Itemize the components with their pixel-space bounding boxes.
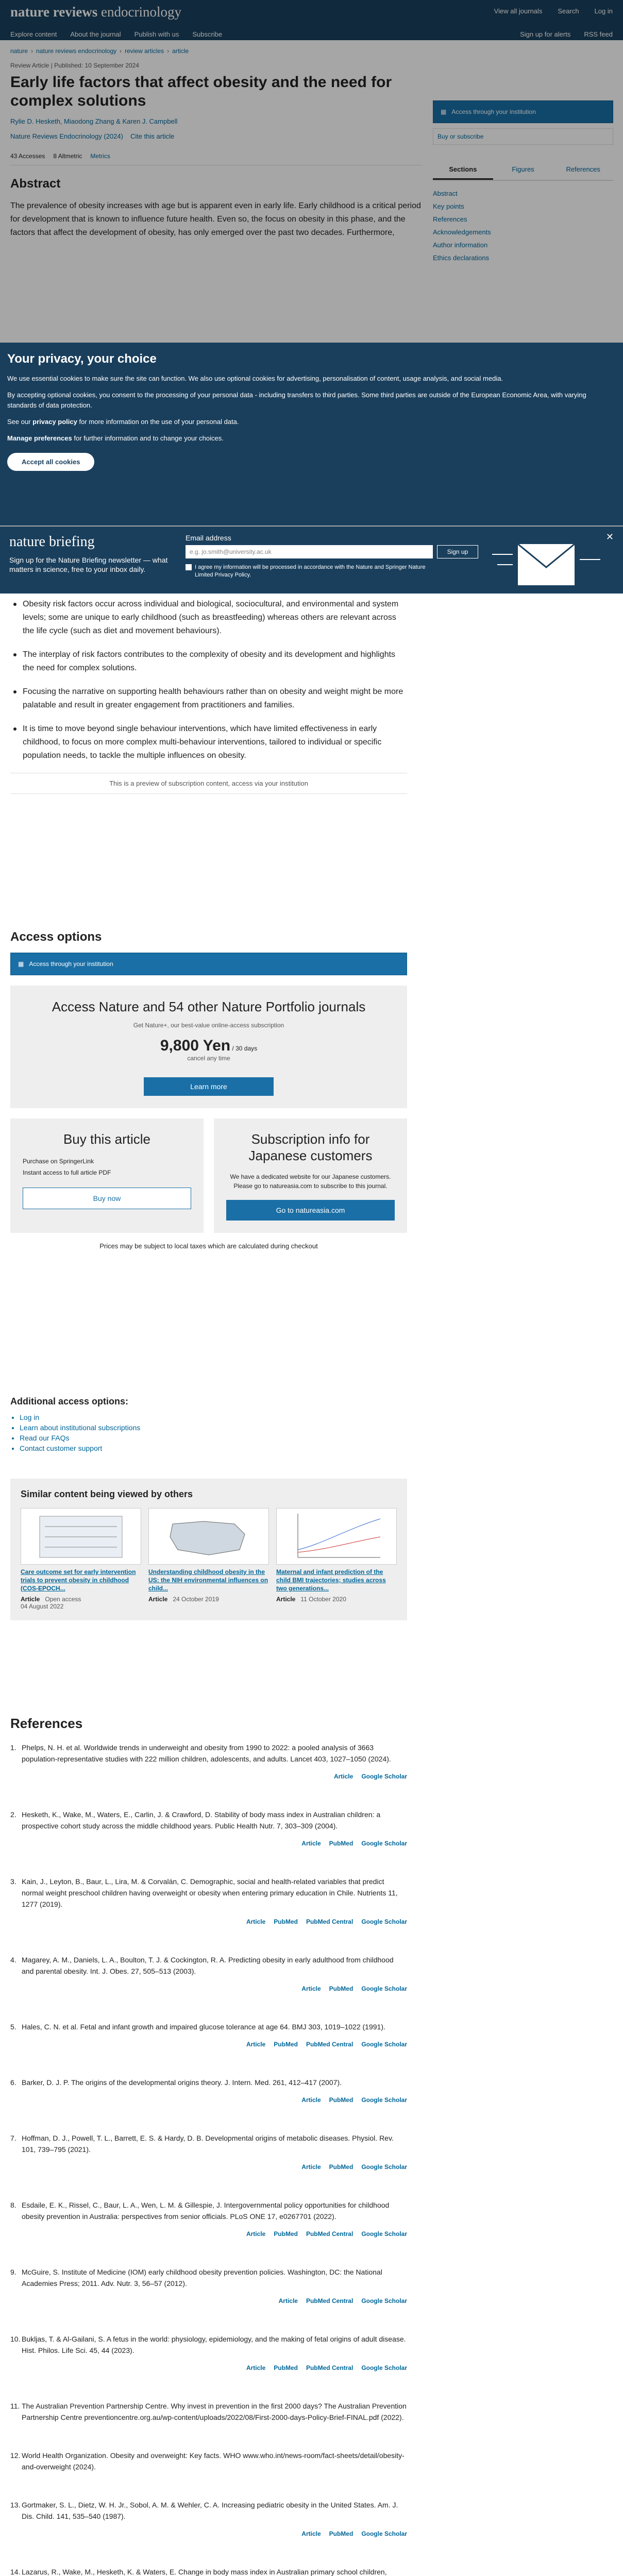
reference-item: [10, 1954, 407, 1994]
reference-link[interactable]: Google Scholar: [361, 2163, 407, 2171]
reference-item: [10, 2266, 407, 2307]
buy-item: Instant access to full article PDF: [23, 1169, 111, 1176]
reference-number: 9.: [10, 2268, 16, 2276]
view-all-journals-link[interactable]: View all journals: [494, 7, 543, 15]
natureasia-button[interactable]: Go to natureasia.com: [226, 1200, 395, 1221]
reference-link[interactable]: Article: [301, 2163, 321, 2171]
search-link[interactable]: Search: [558, 7, 579, 15]
reference-link[interactable]: Article: [333, 1773, 353, 1780]
cookie-consent-banner: [0, 343, 623, 526]
reference-links: [22, 2161, 407, 2173]
key-point: Focusing the narrative on supporting health behaviours rather than on obesity and weight might be more palatable and result in greater engagement from practitioners and families.: [10, 685, 407, 712]
reference-links: [22, 2295, 407, 2307]
briefing-logo: nature briefing: [9, 534, 95, 550]
reference-text: Magarey, A. M., Daniels, L. A., Boulton, T. J. & Cockington, R. A. Predicting obesity in early adulthood from childhood and parental obesity. Int. J. Obes. 27, 505–513 (2003).: [22, 1956, 394, 1975]
reference-links: [22, 1771, 407, 1782]
cookie-text: Manage preferences for further information and to change your choices.: [7, 434, 224, 442]
reference-link[interactable]: Google Scholar: [361, 2530, 407, 2537]
nature-plus-title: Access Nature and 54 other Nature Portfolio journals: [52, 999, 366, 1014]
altmetric-count: 8 Altmetric: [53, 152, 82, 160]
reference-link[interactable]: Article: [301, 2530, 321, 2537]
privacy-agree: I agree my information will be processed in accordance with the Nature and Springer Nature Limited Privacy Policy.: [186, 564, 433, 579]
reference-links: [22, 1916, 407, 1927]
japan-subscription-box: [214, 1118, 407, 1233]
reference-text: Gortmaker, S. L., Dietz, W. H. Jr., Sobol, A. M. & Wehler, C. A. Increasing pediatric obesity in the United States. Am. J. Dis. Child. 141, 535–540 (1987).: [22, 2501, 398, 2520]
reference-text: Kain, J., Leyton, B., Baur, L., Lira, M. & Corvalán, C. Demographic, social and health-related variables that predict normal weight preschool children having overweight or obesity when entering primary education in Chile. Nutrients 11, 1277 (2019).: [22, 1877, 398, 1908]
references-title: References: [10, 1716, 83, 1731]
japan-title: Subscription info for Japanese customers: [248, 1131, 373, 1163]
reference-link[interactable]: Article: [246, 2364, 266, 2371]
reference-link[interactable]: Article: [246, 2041, 266, 2048]
reference-link[interactable]: PubMed Central: [306, 2230, 353, 2238]
reference-item: [10, 1809, 407, 1849]
reference-links: [22, 2362, 407, 2374]
cancel-note: cancel any time: [187, 1055, 230, 1062]
reference-links: [22, 1983, 407, 1994]
reference-item: [10, 1742, 407, 1782]
newsletter-banner: [0, 527, 623, 594]
reference-link[interactable]: Google Scholar: [361, 1985, 407, 1992]
reference-link[interactable]: Article: [301, 2096, 321, 2104]
buy-now-button[interactable]: Buy now: [23, 1188, 191, 1209]
tab-references[interactable]: References: [566, 165, 600, 173]
reference-number: 2.: [10, 1810, 16, 1819]
reference-item: [10, 2199, 407, 2240]
reference-link[interactable]: PubMed Central: [306, 1918, 353, 1925]
reference-link[interactable]: Article: [246, 1918, 266, 1925]
similar-card[interactable]: Maternal and infant prediction of the child BMI trajectories; studies across two generations... Article 11 October 2020: [276, 1508, 397, 1610]
access-options-title: Access options: [10, 930, 102, 944]
reference-text: Lazarus, R., Wake, M., Hesketh, K. & Waters, E. Change in body mass index in Australian primary school children,: [22, 2568, 387, 2576]
tab-figures[interactable]: Figures: [512, 165, 534, 173]
key-point: The interplay of risk factors contributes to the complexity of obesity and its development and highlights the need for complex solutions.: [10, 648, 407, 675]
reference-item: [10, 1876, 407, 1927]
reference-link[interactable]: PubMed: [329, 2096, 353, 2104]
reference-link[interactable]: PubMed Central: [306, 2297, 353, 2304]
reference-list: [10, 1742, 407, 2576]
journal-logo[interactable]: nature reviews endocrinology: [10, 4, 181, 20]
reference-number: 14.: [10, 2568, 21, 2576]
references-section: [10, 1716, 407, 2576]
reference-number: 6.: [10, 2078, 16, 2087]
reference-item: [10, 2499, 407, 2539]
login-link[interactable]: Log in: [594, 7, 613, 15]
similar-title: Similar content being viewed by others: [21, 1489, 193, 1499]
purchase-options: [10, 1118, 407, 1233]
preview-note: This is a preview of subscription content, access via your institution: [10, 773, 407, 794]
reference-text: Hales, C. N. et al. Fetal and infant growth and impaired glucose tolerance at age 64. BMJ 303, 1019–1022 (1991).: [22, 2023, 385, 2031]
tab-sections[interactable]: Sections: [433, 160, 493, 180]
reference-link[interactable]: PubMed: [329, 1840, 353, 1847]
reference-link[interactable]: Article: [301, 1840, 321, 1847]
reference-text: The Australian Prevention Partnership Centre. Why invest in prevention in the first 2000 days? The Australian Prevention Partnership Centre preventioncentre.org.au/wp-content/uploads/2022/08/First-2000-days-Policy-Brief-FINAL.pdf (2022).: [22, 2402, 407, 2421]
key-point: Obesity risk factors occur across individual and biological, sociocultural, and environmental and system levels; some are unique to early childhood (such as breastfeeding) whereas others are relevant across the life cycle (such as diet and movement behaviours).: [10, 598, 407, 638]
section-link[interactable]: References: [433, 215, 467, 223]
buy-article-box: [10, 1118, 204, 1233]
additional-access: [10, 1396, 407, 1453]
section-link[interactable]: Key points: [433, 202, 464, 210]
reference-text: World Health Organization. Obesity and overweight: Key facts. WHO www.who.int/news-room/fact-sheets/detail/obesity-and-overweight (2024).: [22, 2451, 405, 2471]
access-options: [10, 930, 407, 1250]
reference-link[interactable]: Google Scholar: [361, 2297, 407, 2304]
similar-thumbnail: [21, 1508, 141, 1565]
similar-title-link[interactable]: Care outcome set for early intervention trials to prevent obesity in childhood (COS-EPOCH...: [21, 1568, 136, 1592]
nav-publish[interactable]: Publish with us: [134, 30, 179, 38]
reference-text: McGuire, S. Institute of Medicine (IOM) early childhood obesity prevention policies. Washington, DC: the National Academies Press; 2011. Adv. Nutr. 3, 56–57 (2012).: [22, 2268, 382, 2287]
breadcrumb-item: article: [172, 47, 189, 55]
additional-link[interactable]: • Log in: [20, 1412, 407, 1422]
reference-number: 13.: [10, 2501, 21, 2509]
cookie-text: We use essential cookies to make sure the site can function. We also use optional cookies for advertising, personalisation of content, usage analysis, and social media.: [7, 375, 503, 382]
briefing-description: Sign up for the Nature Briefing newsletter — what matters in science, free to your inbox daily.: [9, 556, 168, 573]
reference-link[interactable]: Google Scholar: [361, 2230, 407, 2238]
similar-card[interactable]: Care outcome set for early intervention trials to prevent obesity in childhood (COS-EPOCH... Article Open access 04 August 2022: [21, 1508, 141, 1610]
manage-preferences-link[interactable]: Manage preferences: [7, 434, 72, 442]
section-link[interactable]: Acknowledgements: [433, 228, 491, 236]
reference-link[interactable]: PubMed: [274, 2230, 298, 2238]
nav-explore-content[interactable]: Explore content: [10, 30, 57, 38]
sidebar-access-button[interactable]: ▦ Access through your institution: [433, 100, 613, 123]
reference-number: 10.: [10, 2335, 21, 2343]
agree-checkbox[interactable]: [186, 564, 192, 570]
reference-number: 3.: [10, 1877, 16, 1886]
reference-links: [22, 2094, 407, 2106]
nav-alerts[interactable]: Sign up for alerts: [520, 30, 571, 38]
reference-number: 11.: [10, 2402, 20, 2410]
author-list[interactable]: Rylie D. Hesketh, Miaodong Zhang & Karen J. Campbell: [10, 117, 178, 125]
similar-card[interactable]: Understanding childhood obesity in the US: the NIH environmental influences on child... Article 24 October 2019: [148, 1508, 269, 1610]
reference-text: Hoffman, D. J., Powell, T. L., Barrett, E. S. & Hardy, D. B. Developmental origins of metabolic diseases. Physiol. Rev. 101, 739–795 (2021).: [22, 2134, 394, 2154]
reference-link[interactable]: PubMed: [329, 2163, 353, 2171]
reference-link[interactable]: Google Scholar: [361, 2041, 407, 2048]
email-input[interactable]: e.g. jo.smith@university.ac.uk: [186, 545, 433, 558]
institution-icon: ▦: [18, 960, 24, 968]
similar-title-link[interactable]: Understanding childhood obesity in the US: the NIH environmental influences on child...: [148, 1568, 268, 1592]
reference-link[interactable]: Google Scholar: [361, 2364, 407, 2371]
cookie-text: By accepting optional cookies, you consent to the processing of your personal data - including transfers to third parties. Some third parties are outside of the European Economic Area, with varying standards of data protection.: [7, 391, 586, 409]
abstract-heading: Abstract: [10, 177, 61, 191]
prices-note: Prices may be subject to local taxes which are calculated during checkout: [99, 1242, 318, 1250]
cite-link[interactable]: Cite this article: [130, 132, 175, 140]
nav-subscribe[interactable]: Subscribe: [192, 30, 223, 38]
nav-rss[interactable]: RSS feed: [584, 30, 613, 38]
article-title: Early life factors that affect obesity and the need for complex solutions: [10, 74, 392, 109]
section-link[interactable]: Ethics declarations: [433, 254, 490, 262]
reference-link[interactable]: Google Scholar: [361, 1773, 407, 1780]
reference-item: [10, 2132, 407, 2173]
section-link[interactable]: Abstract: [433, 190, 458, 197]
key-point: It is time to move beyond single behaviour interventions, which have limited effectiveness in early childhood, to focus on more complex multi-behaviour interventions, tailored to individual or specific population needs, to tackle the multiple influences on obesity.: [10, 722, 407, 762]
institution-icon: ▦: [441, 108, 447, 115]
additional-access-title: Additional access options:: [10, 1396, 129, 1406]
privacy-policy-link[interactable]: privacy policy: [32, 418, 77, 426]
reference-number: 8.: [10, 2201, 16, 2209]
key-points: [10, 598, 407, 794]
reference-links: [22, 2228, 407, 2240]
section-link[interactable]: Author information: [433, 241, 488, 249]
breadcrumb-item[interactable]: review articles: [125, 47, 164, 55]
reference-link[interactable]: Article: [246, 2230, 266, 2238]
reference-item: [10, 2077, 407, 2106]
reference-link[interactable]: Article: [301, 1985, 321, 1992]
price: 9,800 Yen / 30 days: [160, 1037, 258, 1054]
similar-thumbnail: [148, 1508, 269, 1565]
reference-number: 12.: [10, 2451, 21, 2460]
similar-title-link[interactable]: Maternal and infant prediction of the child BMI trajectories; studies across two generations...: [276, 1568, 386, 1592]
reference-number: 1.: [10, 1743, 16, 1752]
reference-text: Barker, D. J. P. The origins of the developmental origins theory. J. Intern. Med. 261, 412–417 (2007).: [22, 2078, 342, 2087]
reference-link[interactable]: PubMed Central: [306, 2041, 353, 2048]
reference-links: [22, 2528, 407, 2539]
nav-about-journal[interactable]: About the journal: [70, 30, 121, 38]
article-type-date: Review Article | Published: 10 September 2024: [10, 62, 139, 69]
nature-plus-box: [10, 986, 407, 1108]
institution-access-button[interactable]: ▦ Access through your institution: [10, 953, 407, 975]
reference-link[interactable]: PubMed: [274, 2041, 298, 2048]
reference-number: 4.: [10, 1956, 16, 1964]
reference-link[interactable]: Article: [278, 2297, 298, 2304]
buy-subscribe-link[interactable]: Buy or subscribe: [433, 128, 613, 145]
reference-link[interactable]: PubMed: [274, 1918, 298, 1925]
abstract-text: The prevalence of obesity increases with age but is apparent even in early life. Early childhood is a critical period for development that is known to influence future health. Even so, the focus on obesity in this phase, and the factors that affect the development of obesity, has only emerged over the past two decades. Furthermore,: [10, 201, 421, 237]
signup-button[interactable]: Sign up: [437, 545, 478, 558]
reference-item: [10, 2450, 407, 2472]
reference-link[interactable]: PubMed: [329, 1985, 353, 1992]
breadcrumb: nature › nature reviews endocrinology › review articles › article: [10, 47, 189, 55]
reference-number: 7.: [10, 2134, 16, 2142]
breadcrumb-item[interactable]: nature reviews endocrinology: [36, 47, 117, 55]
reference-text: Esdaile, E. K., Rissel, C., Baur, L. A., Wen, L. M. & Gillespie, J. Intergovernmental policy opportunities for childhood obesity prevention in Australia: perspectives from senior officials. PLoS ONE 17, e0267701 (2022).: [22, 2201, 390, 2221]
close-icon[interactable]: ✕: [605, 532, 614, 542]
reference-item: [10, 2333, 407, 2374]
reference-link[interactable]: Google Scholar: [361, 1840, 407, 1847]
breadcrumb-item[interactable]: nature: [10, 47, 28, 55]
accept-cookies-button[interactable]: Accept all cookies: [7, 453, 94, 471]
reference-item: [10, 2021, 407, 2050]
journal-name[interactable]: Nature Reviews Endocrinology (2024): [10, 132, 123, 140]
reference-link[interactable]: Google Scholar: [361, 1918, 407, 1925]
reference-links: [22, 2039, 407, 2050]
additional-link[interactable]: • Learn about institutional subscriptions: [20, 1422, 407, 1433]
nature-plus-subtitle: Get Nature+, our best-value online-access subscription: [133, 1022, 284, 1029]
reference-link[interactable]: Google Scholar: [361, 2096, 407, 2104]
metrics-link[interactable]: Metrics: [90, 152, 111, 160]
learn-more-button[interactable]: Learn more: [144, 1077, 274, 1096]
japan-text: We have a dedicated website for our Japanese customers. Please go to natureasia.com to subscribe to this journal.: [230, 1173, 391, 1190]
cookie-text: See our privacy policy for more information on the use of your personal data.: [7, 418, 239, 426]
additional-link[interactable]: • Contact customer support: [20, 1443, 407, 1453]
reference-link[interactable]: PubMed: [329, 2530, 353, 2537]
reference-links: [22, 1838, 407, 1849]
reference-item: [10, 2400, 407, 2423]
accesses-count: 43 Accesses: [10, 152, 45, 160]
email-label: Email address: [186, 534, 231, 542]
reference-text: Phelps, N. H. et al. Worldwide trends in underweight and obesity from 1990 to 2022: a pooled analysis of 3663 population-representative studies with 222 million children, adolescents, and adults. Lancet 403, 1027–1050 (2024).: [22, 1743, 391, 1763]
reference-link[interactable]: PubMed Central: [306, 2364, 353, 2371]
additional-link[interactable]: • Read our FAQs: [20, 1433, 407, 1443]
cookie-title: Your privacy, your choice: [7, 352, 157, 366]
reference-text: Hesketh, K., Wake, M., Waters, E., Carlin, J. & Crawford, D. Stability of body mass index in Australian children: a prospective cohort study across the middle childhood years. Public Health Nutr. 7, 303–309 (2004).: [22, 1810, 381, 1830]
envelope-illustration: [487, 539, 605, 590]
similar-content: [10, 1479, 407, 1620]
buy-item: Purchase on SpringerLink: [23, 1158, 94, 1165]
reference-number: 5.: [10, 2023, 16, 2031]
reference-text: Bukljas, T. & Al-Gailani, S. A fetus in the world: physiology, epidemiology, and the making of fetal origins of adult disease. Hist. Philos. Life Sci. 45, 44 (2023).: [22, 2335, 406, 2354]
reference-link[interactable]: PubMed: [274, 2364, 298, 2371]
reference-item: [10, 2566, 407, 2576]
buy-article-title: Buy this article: [63, 1131, 151, 1147]
similar-thumbnail: [276, 1508, 397, 1565]
